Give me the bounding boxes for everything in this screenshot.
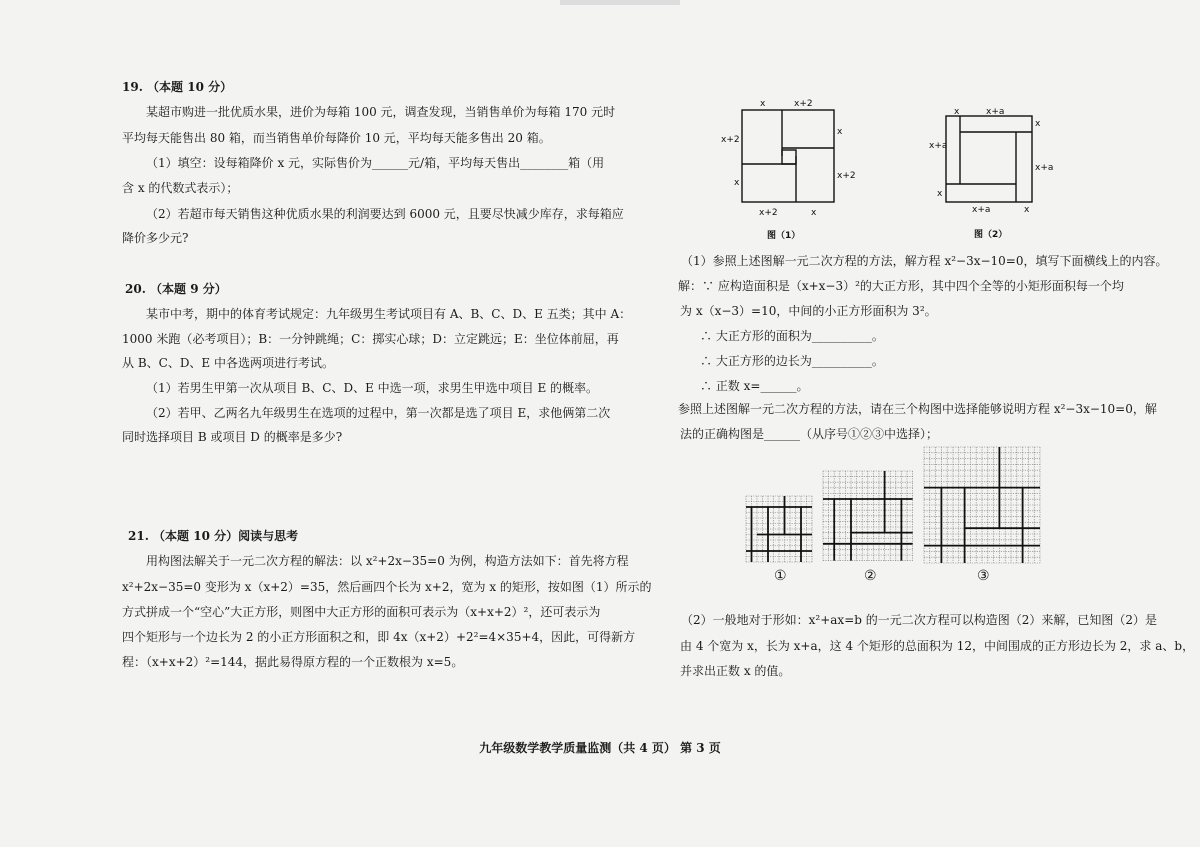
q19-text: 某超市购进一批优质水果，进价为每箱 100 元，调查发现，当销售单价为每箱 170 元时 xyxy=(146,105,616,119)
q20-title: 20. （本题 9 分） xyxy=(125,282,227,296)
q19-part2: （2）若超市每天销售这种优质水果的利润要达到 6000 元，且要尽快减少库存，求每箱应 xyxy=(146,207,624,221)
q20-text: 从 B、C、D、E 中各选两项进行考试。 xyxy=(122,356,335,370)
fig2-label: x+a xyxy=(972,205,991,215)
q20-part2: （2）若甲、乙两名九年级男生在选项的过程中，第一次都是选了项目 E，求他俩第二次 xyxy=(146,406,611,420)
grid-option-3 xyxy=(923,446,1043,564)
fig2-label: x+a xyxy=(929,141,948,151)
fig1-label: x+2 xyxy=(837,171,856,181)
q20-text: 1000 米跑（必考项目）；B：一分钟跳绳；C：掷实心球；D：立定跳远；E：坐位体前屈，再 xyxy=(122,332,619,346)
q20-part1: （1）若男生甲第一次从项目 B、C、D、E 中选一项，求男生甲选中项目 E 的概率。 xyxy=(146,381,599,395)
q21-text: 参照上述图解一元二次方程的方法，请在三个构图中选择能够说明方程 x²−3x−10=0，解 xyxy=(678,402,1157,416)
page-footer: 九年级数学教学质量监测（共 4 页） 第 3 页 xyxy=(479,741,721,755)
q19-text: 含 x 的代数式表示）； xyxy=(122,181,239,195)
q21-part2: （2）一般地对于形如：x²+ax=b 的一元二次方程可以构造图（2）来解，已知图（2）是 xyxy=(681,613,1158,627)
figure-1-caption: 图（1） xyxy=(767,231,801,241)
fig1-label: x+2 xyxy=(721,135,740,145)
fig1-label: x xyxy=(811,208,817,218)
fig2-label: x xyxy=(937,189,943,199)
q20-text: 同时选择项目 B 或项目 D 的概率是多少? xyxy=(122,430,343,444)
q19-title: 19. （本题 10 分） xyxy=(122,80,233,94)
figure-2-caption: 图（2） xyxy=(974,230,1008,239)
fig1-label: x+2 xyxy=(759,208,778,218)
grid-option-2 xyxy=(822,470,916,564)
q19-text: 平均每天能售出 80 箱，而当销售单价每降价 10 元，平均每天能多售出 20 箱。 xyxy=(122,131,551,145)
blank-x: ∴ 正数 x=______。 xyxy=(700,379,809,393)
fig2-label: x xyxy=(1024,205,1030,215)
figure-2-diagram xyxy=(924,104,1064,239)
fig2-label: x xyxy=(1035,119,1041,129)
fig1-label: x xyxy=(760,99,766,109)
q19-text: 降价多少元? xyxy=(122,231,189,245)
q21-part1: （1）参照上述图解一元二次方程的方法，解方程 x²−3x−10=0，填写下面横线上的内容。 xyxy=(681,254,1168,268)
q21-solution: 为 x（x−3）=10，中间的小正方形面积为 3²。 xyxy=(680,304,937,318)
q21-text: 并求出正数 x 的值。 xyxy=(680,664,791,678)
q19-part1: （1）填空：设每箱降价 x 元，实际售价为______元/箱，平均每天售出________箱（用 xyxy=(146,156,605,170)
q21-text: 方式拼成一个“空心”大正方形，则图中大正方形的面积可表示为（x+x+2）²，还可表示为 xyxy=(122,605,601,619)
blank-area: ∴ 大正方形的面积为__________。 xyxy=(700,329,884,343)
blank-choice: 法的正确构图是______（从序号①②③中选择）； xyxy=(680,427,939,441)
q20-text: 某市中考，期中的体育考试规定：九年级男生考试项目有 A、B、C、D、E 五类；其中 A： xyxy=(146,307,632,321)
option-label-3: ③ xyxy=(977,568,990,584)
scan-artifact xyxy=(560,0,680,5)
fig2-label: x+a xyxy=(986,107,1005,117)
fig1-label: x xyxy=(837,127,843,137)
q21-title: 21. （本题 10 分）阅读与思考 xyxy=(128,529,299,543)
q21-text: 程：（x+x+2）²=144，据此易得原方程的一个正数根为 x=5。 xyxy=(122,655,464,669)
q21-text: x²+2x−35=0 变形为 x（x+2）=35，然后画四个长为 x+2，宽为 x 的矩形，按如图（1）所示的 xyxy=(122,580,652,594)
fig2-label: x xyxy=(954,107,960,117)
figure-1-diagram xyxy=(712,94,862,244)
fig1-label: x+2 xyxy=(794,99,813,109)
option-label-1: ① xyxy=(774,568,787,584)
q21-text: 四个矩形与一个边长为 2 的小正方形面积之和，即 4x（x+2）+2²=4×35+4，因此，可得新方 xyxy=(122,630,636,644)
q21-text: 由 4 个宽为 x，长为 x+a，这 4 个矩形的总面积为 12，中间围成的正方形边长为 2，求 a、b， xyxy=(680,639,1195,653)
option-label-2: ② xyxy=(864,568,877,584)
blank-side: ∴ 大正方形的边长为__________。 xyxy=(700,354,884,368)
q21-text: 用构图法解关于一元二次方程的解法：以 x²+2x−35=0 为例，构造方法如下：首先将方程 xyxy=(146,554,629,568)
grid-option-1 xyxy=(745,495,815,565)
fig1-label: x xyxy=(734,178,740,188)
q21-solution: 解：∵ 应构造面积是（x+x−3）²的大正方形，其中四个全等的小矩形面积每一个均 xyxy=(678,279,1124,293)
fig2-label: x+a xyxy=(1035,163,1054,173)
